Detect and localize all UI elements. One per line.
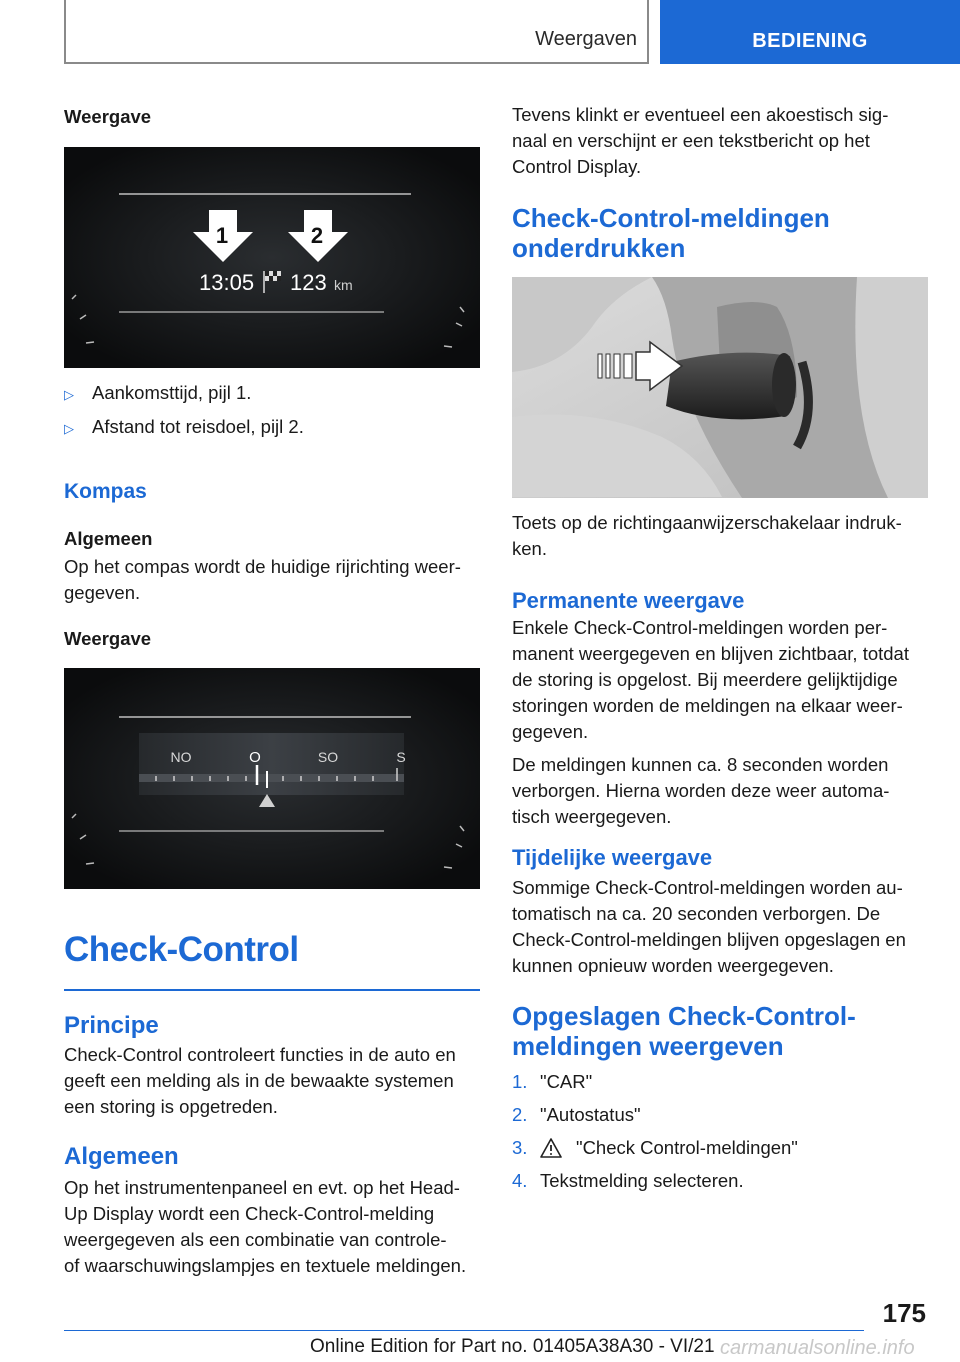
stored-heading: Opgeslagen Check-Control-meldingen weergeven <box>512 1001 856 1061</box>
list-item <box>512 1168 928 1194</box>
steps-list <box>512 1069 928 1194</box>
heading-divider <box>64 989 480 991</box>
watermark: carmanualsonline.info <box>720 1337 915 1359</box>
permanent-text-2: De meldingen kunnen ca. 8 seconden worden verborgen. Hierna worden deze weer automa- tisch weergegeven. <box>512 754 890 827</box>
bullet-text: Afstand tot reisdoel, pijl 2. <box>92 416 304 437</box>
step-content <box>540 1135 798 1161</box>
step-text: "CAR" <box>540 1071 593 1092</box>
right-column <box>512 100 928 1201</box>
arrival-time: 13:05 <box>199 270 255 295</box>
temporary-text: Sommige Check-Control-meldingen worden au- tomatisch na ca. 20 seconden verborgen. De Check-Control-meldingen blijven opgeslagen en kunnen opnieuw worden weergegeven. <box>512 877 906 976</box>
kompas-text: Op het compas wordt de huidige rijrichting weer- gegeven. <box>64 556 461 603</box>
principe-text: Check-Control controleert functies in de auto en geeft een melding als in de bewaakte systemen een storing is opgetreden. <box>64 1044 456 1117</box>
permanent-text-1: Enkele Check-Control-meldingen worden per- manent weergegeven en blijven zichtbaar, totdat de storing is opgelost. Bij meerdere gelijktijdige storingen worden de meldingen na elkaar weer- gegeven. <box>512 617 909 742</box>
list-item <box>512 1135 928 1161</box>
compass-display-image <box>64 668 480 889</box>
header-box <box>64 0 649 64</box>
bullet-triangle-icon: ▷ <box>64 421 74 436</box>
arrival-bullets <box>64 380 480 442</box>
step-text: Tekstmelding selecteren. <box>540 1170 744 1191</box>
suppress-heading: Check-Control-meldingen onderdrukken <box>512 203 830 263</box>
turn-signal-stalk-image <box>512 277 928 498</box>
bullet-text: Aankomsttijd, pijl 1. <box>92 382 252 403</box>
list-item <box>512 1102 928 1128</box>
arrival-unit: km <box>334 277 353 293</box>
compass-label-no: NO <box>170 749 192 765</box>
bullet-item <box>64 414 480 442</box>
list-item <box>512 1069 928 1095</box>
step-text: "Autostatus" <box>540 1104 641 1125</box>
principe-heading: Principe <box>64 1012 159 1039</box>
algemeen-label: Algemeen <box>64 528 153 549</box>
compass-label-s: S <box>396 749 406 765</box>
header-section-title: Weergaven <box>535 28 637 50</box>
temporary-heading: Tijdelijke weergave <box>512 845 713 870</box>
permanent-heading: Permanente weergave <box>512 588 745 613</box>
arrow-2-number: 2 <box>310 223 324 248</box>
step-number: 4. <box>512 1170 528 1191</box>
page-number: 175 <box>882 1298 926 1328</box>
header-chapter-label: BEDIENING <box>752 30 868 52</box>
suppress-text: Toets op de richtingaanwijzerschakelaar indruk- ken. <box>512 512 902 559</box>
footer-divider <box>64 1330 864 1331</box>
check-control-heading: Check-Control <box>64 930 299 969</box>
arrow-1-number: 1 <box>215 223 229 248</box>
kompas-heading: Kompas <box>64 480 147 503</box>
warning-triangle-icon <box>540 1138 562 1158</box>
arrival-display-image <box>64 147 480 368</box>
header-chapter-tab <box>660 0 960 64</box>
bullet-item <box>64 380 480 408</box>
arrival-distance: 123 <box>290 270 327 295</box>
compass-label-o: O <box>249 749 261 766</box>
left-column <box>64 100 480 1279</box>
footer-edition: Online Edition for Part no. 01405A38A30 - VI/21 <box>310 1336 715 1357</box>
intro-text: Tevens klinkt er eventueel een akoestisch sig- naal en verschijnt er een tekstbericht op het Control Display. <box>512 104 889 177</box>
step-text: "Check Control-meldingen" <box>576 1137 798 1158</box>
step-number: 3. <box>512 1137 528 1158</box>
algemeen-heading: Algemeen <box>64 1143 179 1170</box>
weergave-label-1: Weergave <box>64 106 152 127</box>
compass-label-so: SO <box>317 749 339 765</box>
weergave-label-2: Weergave <box>64 628 152 649</box>
step-number: 2. <box>512 1104 528 1125</box>
algemeen-text: Op het instrumentenpaneel en evt. op het Head-Up Display wordt een Check-Control-melding weergegeven als een combinatie van controle- of waarschuwingslampjes en textuele meldingen. <box>64 1177 467 1276</box>
bullet-triangle-icon: ▷ <box>64 387 74 402</box>
step-number: 1. <box>512 1071 528 1092</box>
